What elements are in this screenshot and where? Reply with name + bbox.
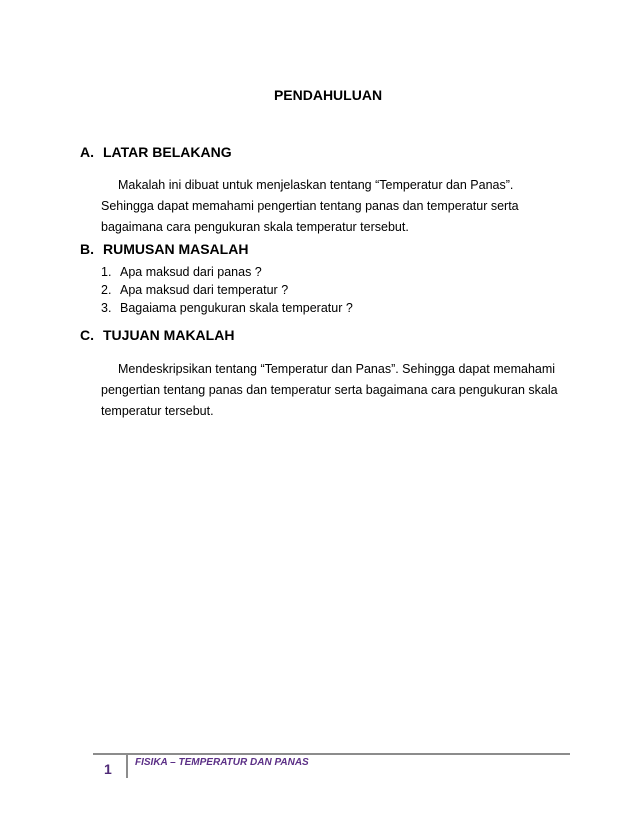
- footer-divider: [126, 754, 128, 778]
- list-item-number: 3.: [101, 301, 112, 315]
- section-a-heading: [80, 143, 232, 161]
- paragraph-line: pengertian tentang panas dan temperatur serta bagaimana cara pengukuran skala: [101, 383, 558, 397]
- section-c-letter: C.: [80, 327, 94, 343]
- problem-list: [101, 263, 353, 317]
- footer-title: FISIKA – TEMPERATUR DAN PANAS: [135, 757, 309, 768]
- page-number: 1: [104, 761, 112, 777]
- paragraph-line: temperatur tersebut.: [101, 404, 214, 418]
- section-c-heading: [80, 326, 234, 344]
- document-title: PENDAHULUAN: [273, 87, 383, 103]
- list-item: [101, 299, 353, 317]
- footer-rule: [93, 753, 570, 755]
- paragraph-line: Mendeskripsikan tentang “Temperatur dan Panas”. Sehingga dapat memahami: [118, 362, 556, 376]
- list-item-text: Bagaiama pengukuran skala temperatur ?: [120, 301, 353, 315]
- section-c-paragraph: [101, 359, 558, 422]
- section-b-heading: [80, 240, 248, 258]
- list-item-number: 2.: [101, 283, 112, 297]
- section-c-title: TUJUAN MAKALAH: [103, 327, 235, 343]
- list-item: [101, 263, 353, 281]
- section-a-letter: A.: [80, 144, 94, 160]
- paragraph-line: bagaimana cara pengukuran skala temperatur tersebut.: [101, 220, 409, 234]
- paragraph-line: Sehingga dapat memahami pengertian tentang panas dan temperatur serta: [101, 199, 519, 213]
- section-a-paragraph: [101, 175, 519, 238]
- list-item-text: Apa maksud dari temperatur ?: [120, 283, 289, 297]
- list-item-number: 1.: [101, 265, 112, 279]
- section-b-letter: B.: [80, 241, 94, 257]
- list-item: [101, 281, 353, 299]
- section-a-title: LATAR BELAKANG: [103, 144, 232, 160]
- paragraph-line: Makalah ini dibuat untuk menjelaskan tentang “Temperatur dan Panas”.: [118, 178, 514, 192]
- section-b-title: RUMUSAN MASALAH: [103, 241, 249, 257]
- list-item-text: Apa maksud dari panas ?: [120, 265, 262, 279]
